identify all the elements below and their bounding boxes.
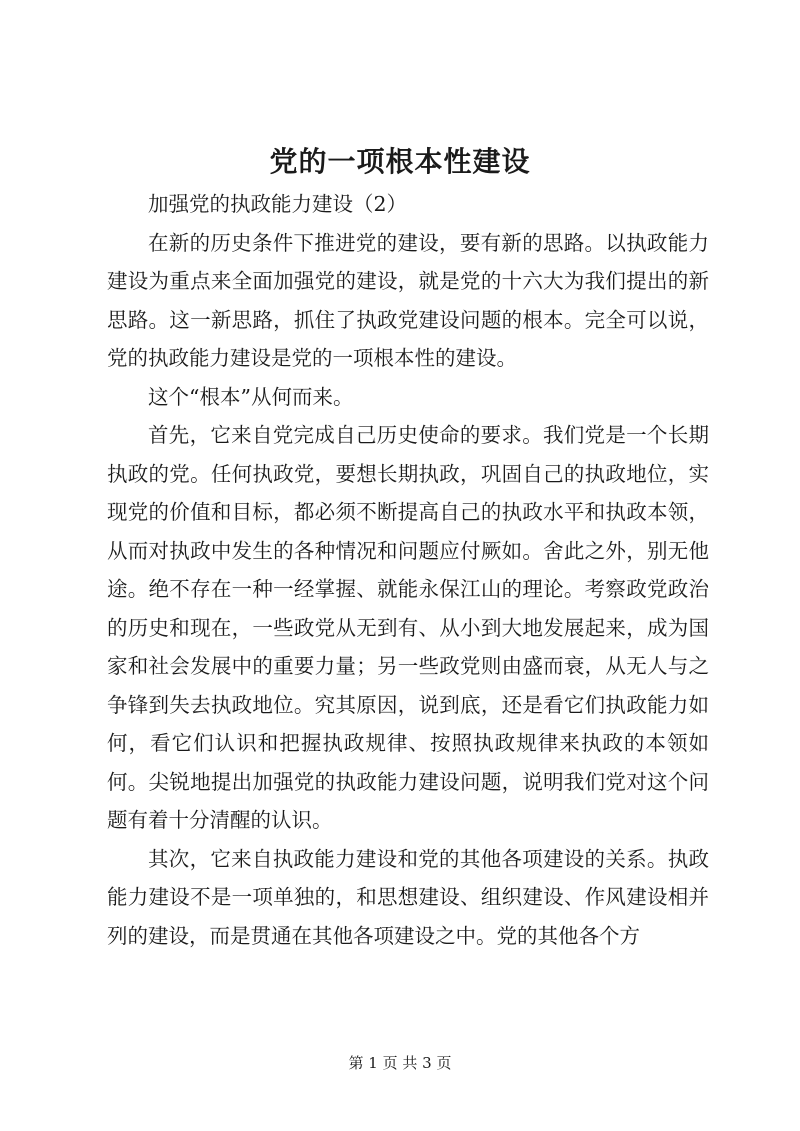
document-title: 党的一项根本性建设 — [269, 145, 531, 178]
paragraph-subtitle: 加强党的执政能力建设（2） — [148, 192, 408, 216]
paragraph-second: 其次，它来自执政能力建设和党的其他各项建设的关系。执政能力建设不是一项单独的，和思想建设、组织建设、作风建设相并列的建设，而是贯通在其他各项建设之中。党的其他各个方 — [107, 846, 709, 948]
paragraph-first: 首先，它来自党完成自己历史使命的要求。我们党是一个长期执政的党。任何执政党，要想长期执政，巩固自己的执政地位，实现党的价值和目标，都必须不断提高自己的执政水平和执政本领，从而对执政中发生的各种情况和问题应付厥如。舍此之外，别无他途。绝不存在一种一经掌握、就能永保江山的理论。考察政党政治的历史和现在，一些政党从无到有、从小到大地发展起来，成为国家和社会发展中的重要力量；另一些政党则由盛而衰，从无人与之争锋到失去执政地位。究其原因，说到底，还是看它们执政能力如何，看它们认识和把握执政规律、按照执政规律来执政的本领如何。尖锐地提出加强党的执政能力建设问题，说明我们党对这个问题有着十分清醒的认识。 — [107, 423, 709, 832]
paragraph-question: 这个“根本”从何而来。 — [148, 384, 354, 409]
page-footer: 第 1 页 共 3 页 — [348, 1054, 452, 1072]
paragraph-intro: 在新的历史条件下推进党的建设，要有新的思路。以执政能力建设为重点来全面加强党的建设，就是党的十六大为我们提出的新思路。这一新思路，抓住了执政党建设问题的根本。完全可以说，党的执政能力建设是党的一项根本性的建设。 — [107, 230, 709, 370]
document-body — [107, 185, 709, 955]
